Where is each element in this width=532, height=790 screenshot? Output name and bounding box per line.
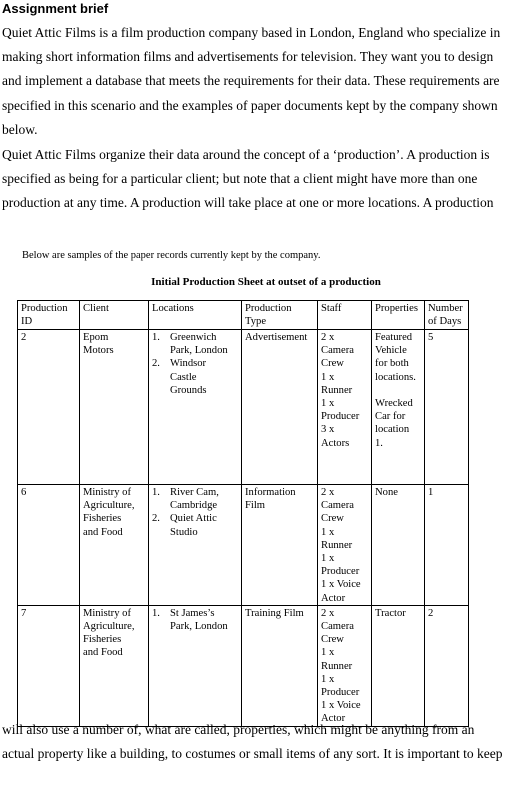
samples-caption: Below are samples of the paper records currently kept by the company. [22,250,321,261]
paragraph-line: production at any time. A production will take place at one or more locations. A production [2,195,494,211]
cell-number-of-days: 5 [425,330,469,485]
cell-production-id: 6 [18,485,80,606]
location-item: 1. River Cam, Cambridge [152,487,219,512]
cell-properties: Tractor [372,605,425,726]
paragraph-line: Quiet Attic Films is a film production company based in London, England who specialize in [2,25,501,40]
paragraph-line: will also use a number of, what are called, properties, which might be anything from an [2,722,475,737]
cell-staff: 2 x Camera Crew 1 x Runner 1 x Producer 1 x Voice Actor [318,485,372,606]
table-row [18,605,469,726]
cell-locations [149,605,242,726]
paragraph-line: and implement a database that meets the requirements for their data. These requirements are [2,73,500,89]
paragraph-line: specified as being for a particular client; but note that a client might have more than one [2,171,478,187]
cell-properties: None [372,485,425,606]
header-production-id: Production ID [18,301,80,330]
production-sheet-table [17,300,469,727]
header-properties: Properties [372,301,425,330]
sheet-title: Initial Production Sheet at outset of a production [151,276,381,288]
production-paragraph [2,143,528,216]
header-client: Client [80,301,149,330]
paragraph-line: making short information films and advertisements for television. They want you to design [2,49,494,65]
cell-locations [149,330,242,485]
location-item: 2. Windsor Castle Grounds [152,358,207,396]
cell-production-id: 2 [18,330,80,485]
cell-locations [149,485,242,606]
cell-staff: 2 x Camera Crew 1 x Runner 1 x Producer 3 x Actors [318,330,372,485]
header-locations: Locations [149,301,242,330]
cell-client: Epom Motors [80,330,149,485]
cell-staff: 2 x Camera Crew 1 x Runner 1 x Producer 1 x Voice Actor [318,605,372,726]
paragraph-line: Quiet Attic Films organize their data around the concept of a ‘production’. A production is [2,147,490,162]
table-row [18,330,469,485]
location-item: 2. Quiet Attic Studio [152,513,217,538]
cell-production-type: Information Film [242,485,318,606]
cell-production-type: Training Film [242,605,318,726]
cell-number-of-days: 2 [425,605,469,726]
paragraph-line: specified in this scenario and the examples of paper documents kept by the company shown [2,97,498,113]
intro-paragraph [2,21,528,142]
properties-paragraph [2,718,528,766]
header-production-type: Production Type [242,301,318,330]
header-staff: Staff [318,301,372,330]
table-header-row [18,301,469,330]
table-row [18,485,469,606]
cell-client: Ministry of Agriculture, Fisheries and Food [80,605,149,726]
cell-properties: Featured Vehicle for both locations. Wrecked Car for location 1. [372,330,425,485]
cell-number-of-days: 1 [425,485,469,606]
cell-client: Ministry of Agriculture, Fisheries and Food [80,485,149,606]
paragraph-line: below. [2,121,38,137]
paragraph-line: actual property like a building, to costumes or small items of any sort. It is important to keep [2,746,503,762]
location-item: 1. St James’s Park, London [152,607,228,633]
assignment-heading: Assignment brief [2,1,109,16]
cell-production-id: 7 [18,605,80,726]
location-item: 1. Greenwich Park, London [152,332,228,357]
header-number-of-days: Number of Days [425,301,469,330]
cell-production-type: Advertisement [242,330,318,485]
